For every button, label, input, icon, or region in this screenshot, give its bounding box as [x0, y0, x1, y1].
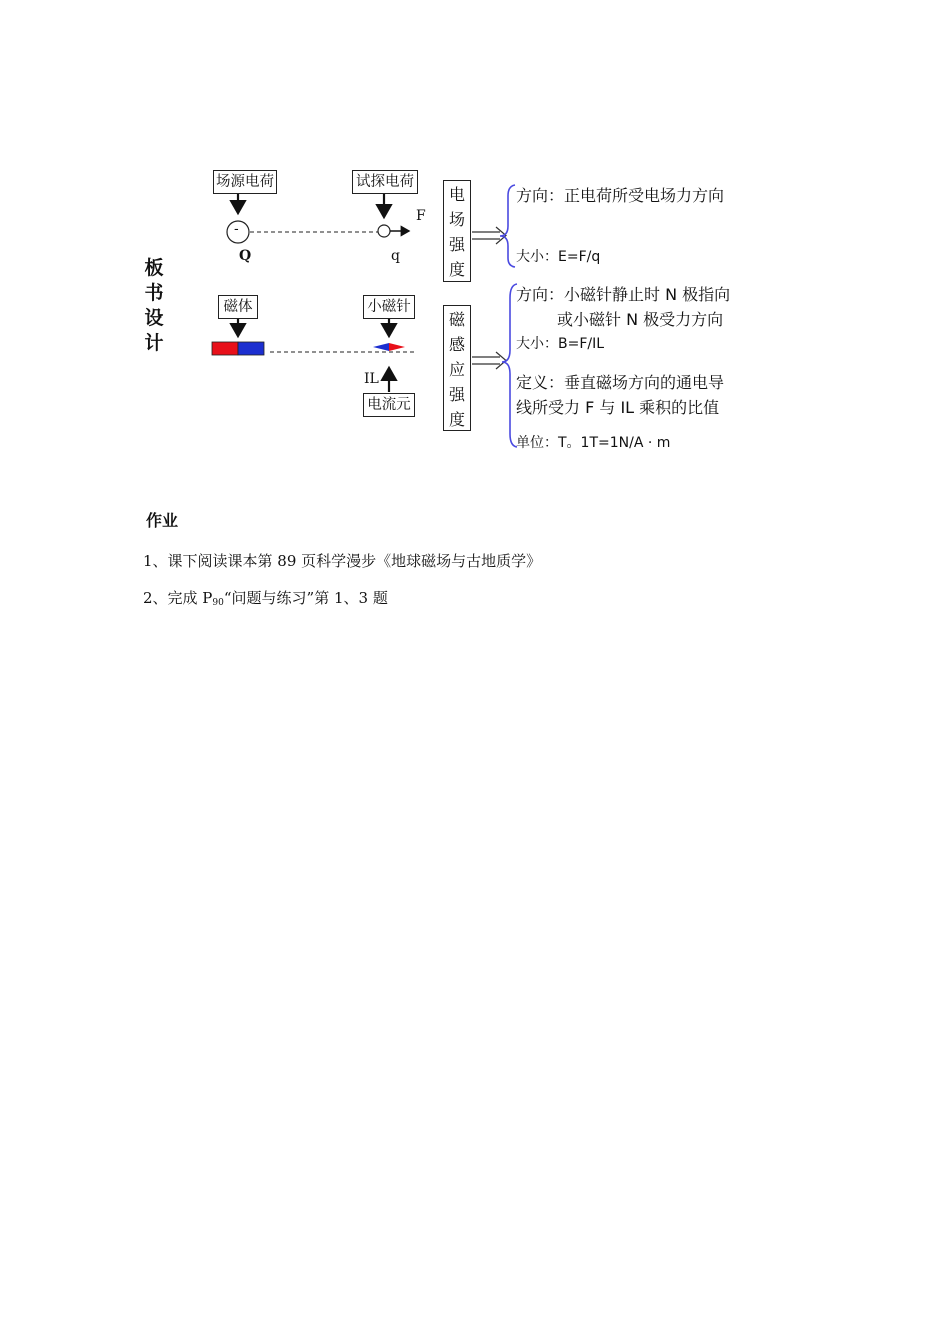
compass-needle-box: 小磁针 [363, 295, 415, 319]
field-source-charge-box: 场源电荷 [213, 170, 277, 194]
force-label: F [416, 208, 426, 224]
magnetic-double-arrow [472, 352, 506, 369]
homework-item-2-suffix: “问题与练习”第 1、3 题 [223, 589, 388, 607]
homework-item-2 [143, 587, 388, 608]
side-label-char: 书 [144, 282, 164, 304]
test-charge-box: 试探电荷 [352, 170, 418, 194]
magnet-red-pole [212, 342, 238, 355]
current-element-il-label: IL [364, 371, 379, 387]
magnet-blue-pole [238, 342, 264, 355]
side-label-char: 板 [144, 257, 164, 279]
quantity-char: 感 [448, 335, 465, 354]
magnet-box: 磁体 [218, 295, 258, 319]
magnetic-direction-line1: 方向：小磁针静止时 N 极指向 [516, 285, 731, 304]
quantity-char: 强 [448, 235, 465, 254]
source-charge-sign: - [234, 222, 239, 237]
electric-field-strength-box [443, 180, 471, 282]
needle-red-half [389, 343, 405, 351]
quantity-char: 度 [448, 260, 465, 279]
homework-item-2-page: 90 [212, 598, 224, 608]
homework-title: 作业 [146, 511, 179, 530]
homework-item-2-prefix: 2、完成 P [143, 589, 213, 607]
magnetic-definition-line1: 定义：垂直磁场方向的通电导 [516, 373, 725, 392]
homework-item-1: 1、课下阅读课本第 89 页科学漫步《地球磁场与古地质学》 [143, 552, 542, 570]
magnetic-magnitude-text: 大小：B=F/IL [516, 336, 605, 352]
current-element-box: 电流元 [363, 393, 415, 417]
magnetic-direction-line2: 或小磁针 N 极受力方向 [557, 310, 724, 329]
electric-brace [500, 185, 515, 267]
quantity-char: 度 [448, 410, 465, 429]
electric-direction-text: 方向：正电荷所受电场力方向 [516, 186, 725, 205]
source-charge-label: Q [239, 248, 252, 264]
quantity-char: 应 [448, 360, 465, 379]
quantity-char: 磁 [448, 310, 465, 329]
quantity-char: 电 [448, 185, 465, 204]
magnetic-induction-box [443, 305, 471, 431]
test-charge-label: q [391, 248, 400, 264]
side-label-char: 计 [144, 332, 164, 354]
quantity-char: 场 [448, 210, 465, 229]
magnetic-definition-line2: 线所受力 F 与 IL 乘积的比值 [516, 398, 720, 417]
side-label-char: 设 [144, 307, 164, 329]
magnetic-brace [502, 284, 517, 447]
electric-magnitude-text: 大小：E=F/q [516, 249, 601, 265]
quantity-char: 强 [448, 385, 465, 404]
board-design-label [143, 256, 165, 356]
needle-blue-half [373, 343, 389, 351]
magnetic-unit-text: 单位：T。1T=1N/A · m [516, 435, 671, 451]
test-charge-circle [378, 225, 390, 237]
